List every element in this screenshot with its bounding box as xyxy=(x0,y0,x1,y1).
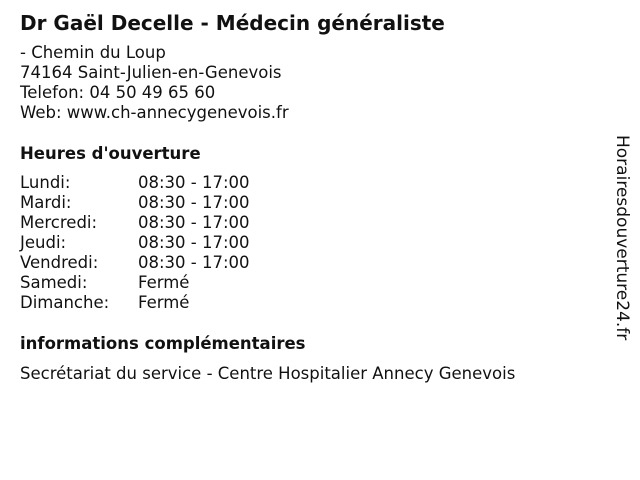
hours-row-monday xyxy=(20,173,320,193)
phone-number: Telefon: 04 50 49 65 60 xyxy=(20,83,216,102)
hours-day-label: Dimanche: xyxy=(20,293,110,312)
hours-day-label: Jeudi: xyxy=(20,233,67,252)
hours-time-value: 08:30 - 17:00 xyxy=(138,173,250,192)
hours-day-label: Mardi: xyxy=(20,193,72,212)
hours-row-tuesday xyxy=(20,193,320,213)
hours-time-value: 08:30 - 17:00 xyxy=(138,233,250,252)
contact-block xyxy=(20,43,289,123)
hours-time-value: 08:30 - 17:00 xyxy=(138,253,250,272)
hours-row-saturday xyxy=(20,273,320,293)
hours-time-value: 08:30 - 17:00 xyxy=(138,213,250,232)
hours-day-label: Lundi: xyxy=(20,173,71,192)
site-watermark xyxy=(612,135,632,345)
hours-time-value: Fermé xyxy=(138,273,190,292)
page-title: Dr Gaël Decelle - Médecin généraliste xyxy=(20,11,445,35)
hours-time-value: 08:30 - 17:00 xyxy=(138,193,250,212)
opening-hours-table xyxy=(20,173,320,313)
site-watermark-text: Horairesdouverture24.fr xyxy=(612,135,632,341)
hours-day-label: Mercredi: xyxy=(20,213,98,232)
additional-info-heading: informations complémentaires xyxy=(20,334,306,353)
hours-row-sunday xyxy=(20,293,320,313)
street-address: - Chemin du Loup xyxy=(20,43,166,62)
hours-row-wednesday xyxy=(20,213,320,233)
additional-info-text: Secrétariat du service - Centre Hospitalier Annecy Genevois xyxy=(20,364,516,383)
hours-day-label: Samedi: xyxy=(20,273,88,292)
hours-time-value: Fermé xyxy=(138,293,190,312)
website: Web: www.ch-annecygenevois.fr xyxy=(20,103,289,122)
opening-hours-heading: Heures d'ouverture xyxy=(20,144,201,163)
hours-day-label: Vendredi: xyxy=(20,253,99,272)
hours-row-thursday xyxy=(20,233,320,253)
hours-row-friday xyxy=(20,253,320,273)
city-address: 74164 Saint-Julien-en-Genevois xyxy=(20,63,282,82)
